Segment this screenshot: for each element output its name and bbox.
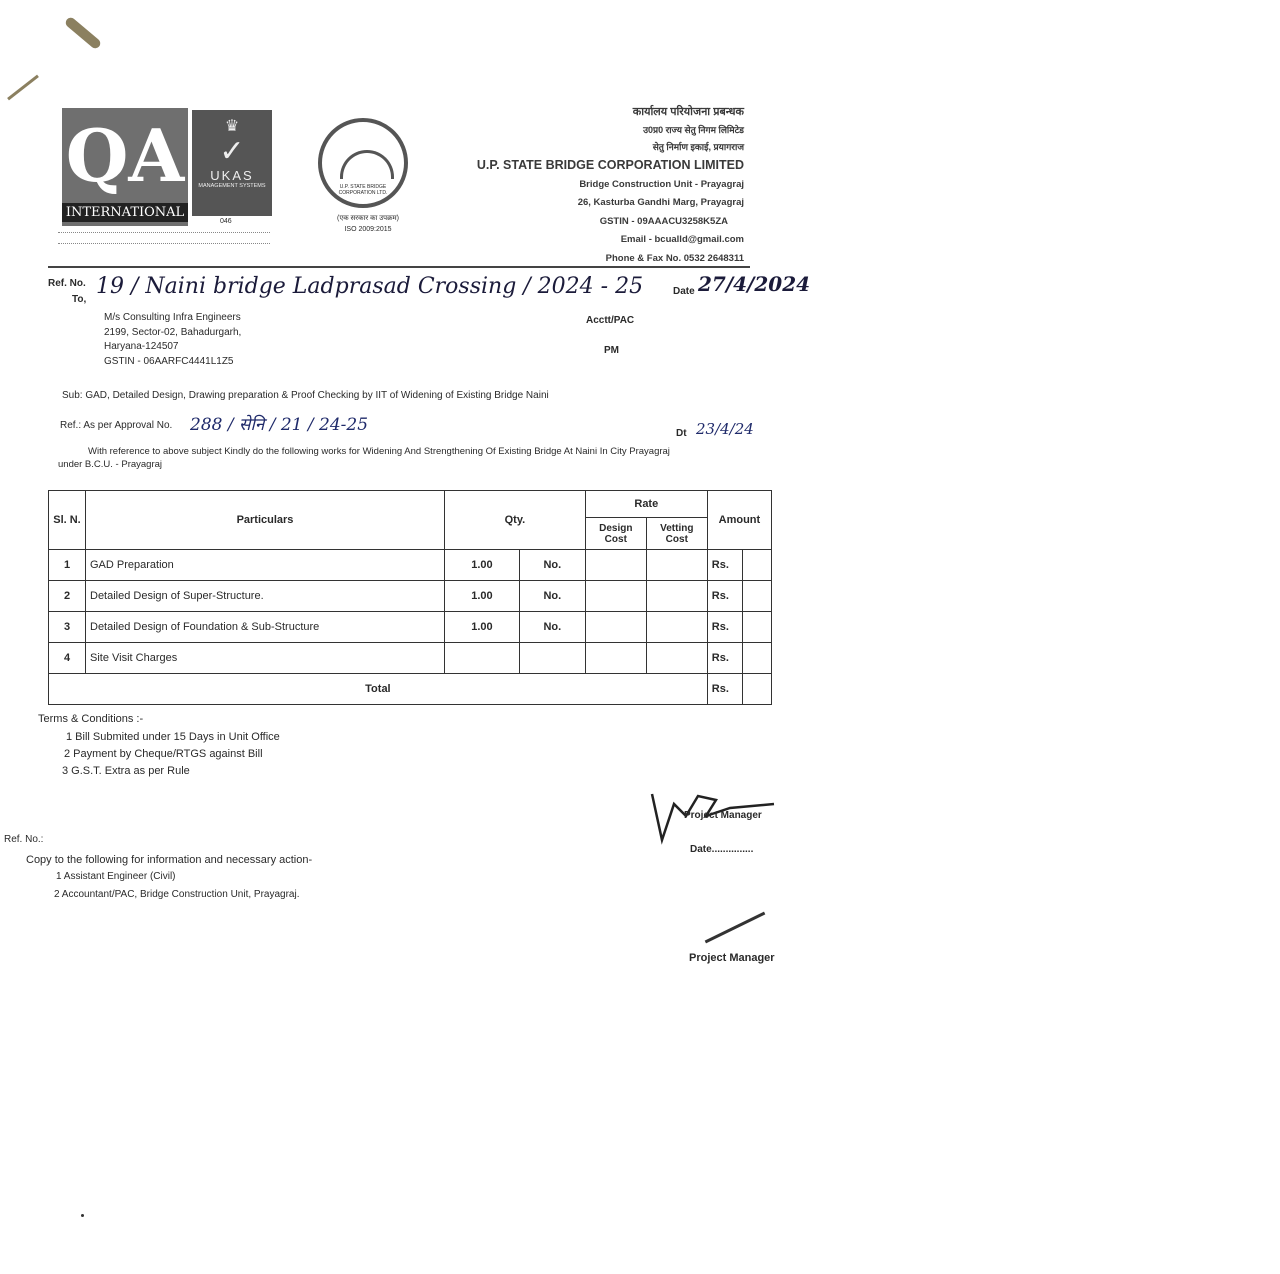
row-unit: No. — [519, 581, 585, 612]
subject-line: Sub: GAD, Detailed Design, Drawing preparation & Proof Checking by IIT of Widening of Existing Bridge Naini — [62, 390, 549, 401]
ref-number-handwritten: 19 / Naini bridge Ladprasad Crossing / 2024 - 25 — [96, 274, 644, 299]
row-particular: Detailed Design of Foundation & Sub-Structure — [86, 612, 445, 643]
iso-line1: (एक सरकार का उपक्रम) — [337, 215, 399, 222]
logo-underline — [58, 232, 270, 244]
dt-label: Dt — [676, 428, 687, 439]
date-handwritten: 27/4/2024 — [698, 272, 811, 296]
check-icon: ✓ — [219, 135, 245, 168]
row-rs: Rs. — [707, 643, 742, 674]
ukas-number: 046 — [220, 218, 232, 225]
company-email: Email - bcualld@gmail.com — [620, 234, 744, 245]
ukas-logo — [192, 110, 272, 216]
bridge-icon — [340, 150, 394, 179]
addressee-gstin: GSTIN - 06AARFC4441L1Z5 — [104, 356, 234, 367]
total-rs: Rs. — [707, 674, 742, 705]
copy-pm-label: Project Manager — [689, 952, 775, 964]
row-unit — [519, 643, 585, 674]
addressee-addr2: Haryana-124507 — [104, 341, 179, 352]
total-amount — [742, 674, 771, 705]
company-phone: Phone & Fax No. 0532 2648311 — [605, 253, 744, 264]
row-particular: Site Visit Charges — [86, 643, 445, 674]
corporation-seal — [318, 118, 408, 208]
company-name: U.P. STATE BRIDGE CORPORATION LIMITED — [476, 158, 744, 172]
row-rs: Rs. — [707, 612, 742, 643]
col-amount: Amount — [707, 491, 771, 550]
row-design-cost — [585, 581, 646, 612]
terms-item: 2 Payment by Cheque/RTGS against Bill — [64, 748, 263, 760]
pm-date-label: Date............... — [690, 844, 754, 855]
row-rs: Rs. — [707, 581, 742, 612]
row-amount — [742, 643, 771, 674]
body-line2: under B.C.U. - Prayagraj — [58, 459, 163, 470]
col-vetting-cost: Vetting Cost — [646, 518, 707, 550]
company-gstin: GSTIN - 09AAACU3258K5ZA — [599, 216, 728, 227]
table-header-row — [49, 491, 772, 518]
pin-mark — [64, 16, 103, 51]
iso-line2: ISO 2009:2015 — [344, 226, 392, 233]
unit-name: Bridge Construction Unit - Prayagraj — [579, 179, 744, 190]
date-label: Date — [673, 286, 695, 297]
pen-mark — [7, 75, 39, 101]
cc-acctt: Acctt/PAC — [586, 315, 635, 326]
row-rs: Rs. — [707, 550, 742, 581]
table-row — [49, 550, 772, 581]
row-particular: GAD Preparation — [86, 550, 445, 581]
copy-intro: Copy to the following for information and necessary action- — [26, 854, 313, 866]
hindi-unit: सेतु निर्माण इकाई, प्रयागराज — [652, 142, 744, 152]
row-qty: 1.00 — [445, 612, 520, 643]
row-vetting-cost — [646, 643, 707, 674]
col-design-cost: Design Cost — [585, 518, 646, 550]
row-amount — [742, 581, 771, 612]
qa-logo-letters: QA — [65, 113, 185, 198]
row-particular: Detailed Design of Super-Structure. — [86, 581, 445, 612]
ukas-label: UKAS — [210, 168, 254, 183]
row-unit: No. — [519, 550, 585, 581]
row-amount — [742, 550, 771, 581]
row-vetting-cost — [646, 612, 707, 643]
row-sl: 4 — [49, 643, 86, 674]
qa-international-logo — [62, 108, 188, 226]
col-rate: Rate — [585, 491, 707, 518]
table-row — [49, 612, 772, 643]
dt-handwritten: 23/4/24 — [696, 420, 754, 438]
row-qty — [445, 643, 520, 674]
ukas-sub: MANAGEMENT SYSTEMS — [198, 183, 266, 189]
addressee-addr1: 2199, Sector-02, Bahadurgarh, — [104, 327, 242, 338]
terms-title: Terms & Conditions :- — [38, 713, 144, 725]
row-unit: No. — [519, 612, 585, 643]
col-sl: Sl. N. — [49, 491, 86, 550]
hindi-corp: उ0प्र0 राज्य सेतु निगम लिमिटेड — [643, 125, 744, 135]
row-vetting-cost — [646, 581, 707, 612]
terms-item: 1 Bill Submited under 15 Days in Unit Office — [66, 731, 280, 743]
row-sl: 3 — [49, 612, 86, 643]
approval-ref-label: Ref.: As per Approval No. — [60, 420, 173, 431]
qa-international-label: INTERNATIONAL — [62, 203, 188, 222]
row-qty: 1.00 — [445, 550, 520, 581]
row-qty: 1.00 — [445, 581, 520, 612]
row-design-cost — [585, 612, 646, 643]
crown-icon: ♛ — [224, 118, 240, 135]
copy-ref-label: Ref. No.: — [4, 834, 44, 845]
cc-pm: PM — [604, 345, 619, 356]
row-design-cost — [585, 550, 646, 581]
row-sl: 1 — [49, 550, 86, 581]
col-particulars: Particulars — [86, 491, 445, 550]
table-row — [49, 581, 772, 612]
terms-item: 3 G.S.T. Extra as per Rule — [62, 765, 190, 777]
works-table — [48, 490, 772, 705]
row-vetting-cost — [646, 550, 707, 581]
copy-item: 1 Assistant Engineer (Civil) — [56, 871, 176, 882]
header-divider — [48, 266, 750, 268]
addressee-name: M/s Consulting Infra Engineers — [104, 312, 241, 323]
stray-dot — [81, 1214, 84, 1217]
copy-item: 2 Accountant/PAC, Bridge Construction Unit, Prayagraj. — [54, 889, 300, 900]
total-label: Total — [49, 674, 708, 705]
pm-label: Project Manager — [684, 810, 762, 821]
table-row — [49, 643, 772, 674]
seal-text: U.P. STATE BRIDGE CORPORATION LTD. — [338, 184, 388, 196]
company-address: 26, Kasturba Gandhi Marg, Prayagraj — [577, 197, 744, 208]
to-label: To, — [72, 294, 87, 305]
row-amount — [742, 612, 771, 643]
signature-stroke — [705, 912, 766, 944]
col-qty: Qty. — [445, 491, 586, 550]
row-sl: 2 — [49, 581, 86, 612]
approval-ref-handwritten: 288 / सेनि / 21 / 24-25 — [190, 415, 369, 435]
hindi-office: कार्यालय परियोजना प्रबन्धक — [632, 106, 744, 118]
row-design-cost — [585, 643, 646, 674]
body-line1: With reference to above subject Kindly do the following works for Widening And Strengthening Of Existing Bridge At Naini In City Prayagraj — [88, 446, 670, 457]
total-row — [49, 674, 772, 705]
ref-label: Ref. No. — [48, 278, 86, 289]
